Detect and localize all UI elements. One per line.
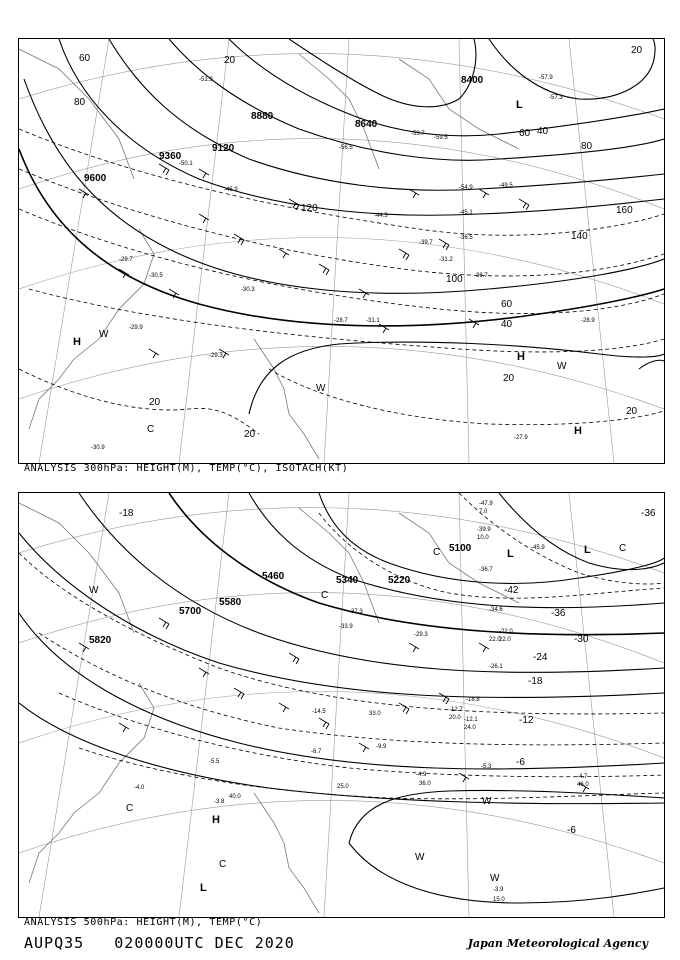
height-label: 8400: [461, 75, 484, 86]
station-temp: -30.5: [149, 273, 163, 279]
station-dewpoint: 7.0: [479, 509, 488, 515]
station-temp: -26.1: [489, 664, 503, 670]
height-label: 5700: [179, 606, 202, 617]
isotherm-label: -18: [119, 508, 134, 519]
cold-center-marker: C: [126, 803, 134, 814]
isotherm-label: -6: [567, 825, 576, 836]
isotherm-label: -36: [551, 608, 566, 619]
low-center-marker: L: [200, 882, 207, 894]
latlon-grid: [19, 493, 664, 917]
height-label: 5340: [336, 575, 359, 586]
analysis-time: 020000UTC DEC 2020: [114, 934, 295, 952]
isotherm-label: -18: [528, 676, 543, 687]
station-temp: -4.7: [577, 774, 588, 780]
station-dewpoint: 25.0: [337, 784, 349, 790]
height-contours: [19, 39, 664, 414]
station-temp: -12.7: [449, 707, 463, 713]
wind-barbs: [79, 618, 589, 792]
isotach-label: 40: [501, 319, 513, 330]
cold-center-marker: C: [619, 543, 627, 554]
height-label: 5220: [388, 575, 411, 586]
station-temp: -4.9: [416, 772, 427, 778]
isotach-label: 20: [244, 429, 256, 440]
isotach-label: 20: [626, 406, 638, 417]
station-temp: -57.3: [549, 95, 563, 101]
caption-500hpa: ANALYSIS 500hPa: HEIGHT(M), TEMP(°C): [24, 917, 263, 928]
station-temp: -29.7: [119, 257, 133, 263]
isotach-labels: [74, 45, 643, 440]
station-temp: -36.5: [459, 235, 473, 241]
station-temp: -50.1: [179, 161, 193, 167]
station-temp: -8.7: [311, 749, 322, 755]
isotach-label: 20: [503, 373, 515, 384]
station-temp: -27.9: [514, 435, 528, 441]
station-temp: -36.7: [479, 567, 493, 573]
caption-300hpa: ANALYSIS 300hPa: HEIGHT(M), TEMP(°C), ISOTACH(KT): [24, 463, 349, 474]
station-temp: -46.9: [224, 187, 238, 193]
station-temp: -30.3: [241, 287, 255, 293]
isotach-lines: [19, 129, 664, 434]
station-temp: -5.3: [481, 764, 492, 770]
agency-name: Japan Meteorological Agency: [467, 937, 648, 950]
height-label: 5580: [219, 597, 242, 608]
isotherm-label: -36: [641, 508, 656, 519]
isotach-label: 80: [74, 97, 86, 108]
height-label: 8880: [251, 111, 274, 122]
station-temp: -56.5: [339, 145, 353, 151]
station-dewpoint: 22.0: [489, 637, 501, 643]
height-label: 9360: [159, 151, 182, 162]
height-label: 5100: [449, 543, 472, 554]
station-temp: -29.3: [209, 353, 223, 359]
isotherm-label: -42: [504, 585, 519, 596]
height-label: 9120: [212, 143, 235, 154]
warm-center-marker: W: [415, 852, 425, 863]
station-temp: -3.8: [214, 799, 225, 805]
station-temp: -39.9: [477, 527, 491, 533]
station-dewpoint: 33.0: [369, 711, 381, 717]
warm-center-marker: W: [89, 585, 99, 596]
chart-300hpa: [18, 38, 665, 464]
cold-center-marker: C: [433, 547, 441, 558]
station-temp: -49.5: [499, 183, 513, 189]
isotherm-label: -12: [519, 715, 534, 726]
low-center-marker: L: [516, 99, 523, 111]
bulletin-code: AUPQ35: [24, 934, 85, 952]
station-temp: -45.1: [459, 210, 473, 216]
station-temp: -4.0: [134, 785, 145, 791]
coastline: [19, 503, 519, 913]
station-dewpoint: 24.0: [464, 725, 476, 731]
isotherm-label: -30: [574, 634, 589, 645]
station-temp: -31.1: [366, 318, 380, 324]
station-temp: -29.9: [129, 325, 143, 331]
station-temp: -22.0: [499, 629, 513, 635]
station-temp: -18.8: [466, 697, 480, 703]
isotach-label: 20: [224, 55, 236, 66]
station-temp: -51.9: [199, 77, 213, 83]
height-labels: [84, 75, 484, 184]
isotherm-label: -6: [516, 757, 525, 768]
height-labels: [89, 543, 472, 646]
station-temp: -31.2: [439, 257, 453, 263]
station-temp: -54.9: [459, 185, 473, 191]
bulletin-header: [24, 934, 295, 952]
station-temp: -33.9: [339, 624, 353, 630]
station-dewpoint: 10.0: [477, 535, 489, 541]
isotach-label: 40: [537, 126, 549, 137]
station-temp: -9.9: [376, 744, 387, 750]
isotach-label: 160: [616, 205, 633, 216]
station-temp: -28.9: [581, 318, 595, 324]
high-center-marker: H: [212, 814, 220, 826]
isotach-label: 20: [149, 397, 161, 408]
high-center-marker: H: [73, 336, 81, 348]
station-temp: -14.5: [312, 709, 326, 715]
station-temp: -3.9: [493, 887, 504, 893]
station-dewpoint: 46.0: [577, 782, 589, 788]
station-temp: -44.3: [374, 213, 388, 219]
warm-center-marker: W: [316, 383, 326, 394]
station-temp: -28.7: [334, 318, 348, 324]
warm-center-marker: W: [99, 329, 109, 340]
high-center-marker: H: [517, 351, 525, 363]
height-label: 5460: [262, 571, 285, 582]
isotach-label: 60: [519, 128, 531, 139]
station-dewpoint: 36.0: [419, 781, 431, 787]
chart-500hpa: [18, 492, 665, 918]
station-dewpoints: [229, 509, 589, 903]
low-center-marker: L: [507, 548, 514, 560]
isotach-label: 100: [446, 274, 463, 285]
station-dewpoint: 15.0: [493, 897, 505, 903]
cold-center-marker: C: [219, 859, 227, 870]
map-300hpa: [19, 39, 664, 463]
high-center-marker: H: [574, 425, 582, 437]
station-temp: -39.7: [419, 240, 433, 246]
map-500hpa: [19, 493, 664, 917]
cold-center-marker: C: [321, 590, 329, 601]
station-temp: -37.3: [349, 609, 363, 615]
station-temp: -29.3: [414, 632, 428, 638]
station-dewpoint: 40.0: [229, 794, 241, 800]
station-temp: -59.5: [434, 135, 448, 141]
station-temp: -45.9: [531, 545, 545, 551]
station-dewpoint: 20.0: [449, 715, 461, 721]
isotach-label: 120: [301, 203, 318, 214]
height-label: 8640: [355, 119, 378, 130]
station-temp: -34.6: [489, 607, 503, 613]
isotach-label: 80: [581, 141, 593, 152]
station-temp: -30.9: [91, 445, 105, 451]
warm-center-marker: W: [482, 796, 492, 807]
height-label: 5820: [89, 635, 112, 646]
cold-center-marker: C: [147, 424, 155, 435]
isotach-label: 60: [501, 299, 513, 310]
station-temp: -57.9: [539, 75, 553, 81]
isotach-label: 140: [571, 231, 588, 242]
isotach-label: 20: [631, 45, 643, 56]
station-temp: -5.5: [209, 759, 220, 765]
height-label: 9600: [84, 173, 107, 184]
warm-center-marker: W: [490, 873, 500, 884]
isotach-label: 60: [79, 53, 91, 64]
wind-barbs: [79, 164, 529, 358]
station-temp: -47.9: [479, 501, 493, 507]
warm-center-marker: W: [557, 361, 567, 372]
station-temp: -12.1: [464, 717, 478, 723]
station-dewpoint: 22.0: [499, 637, 511, 643]
low-center-marker: L: [584, 544, 591, 556]
isotherm-label: -24: [533, 652, 548, 663]
station-temp: -53.7: [411, 131, 425, 137]
station-temp: -36.7: [474, 273, 488, 279]
